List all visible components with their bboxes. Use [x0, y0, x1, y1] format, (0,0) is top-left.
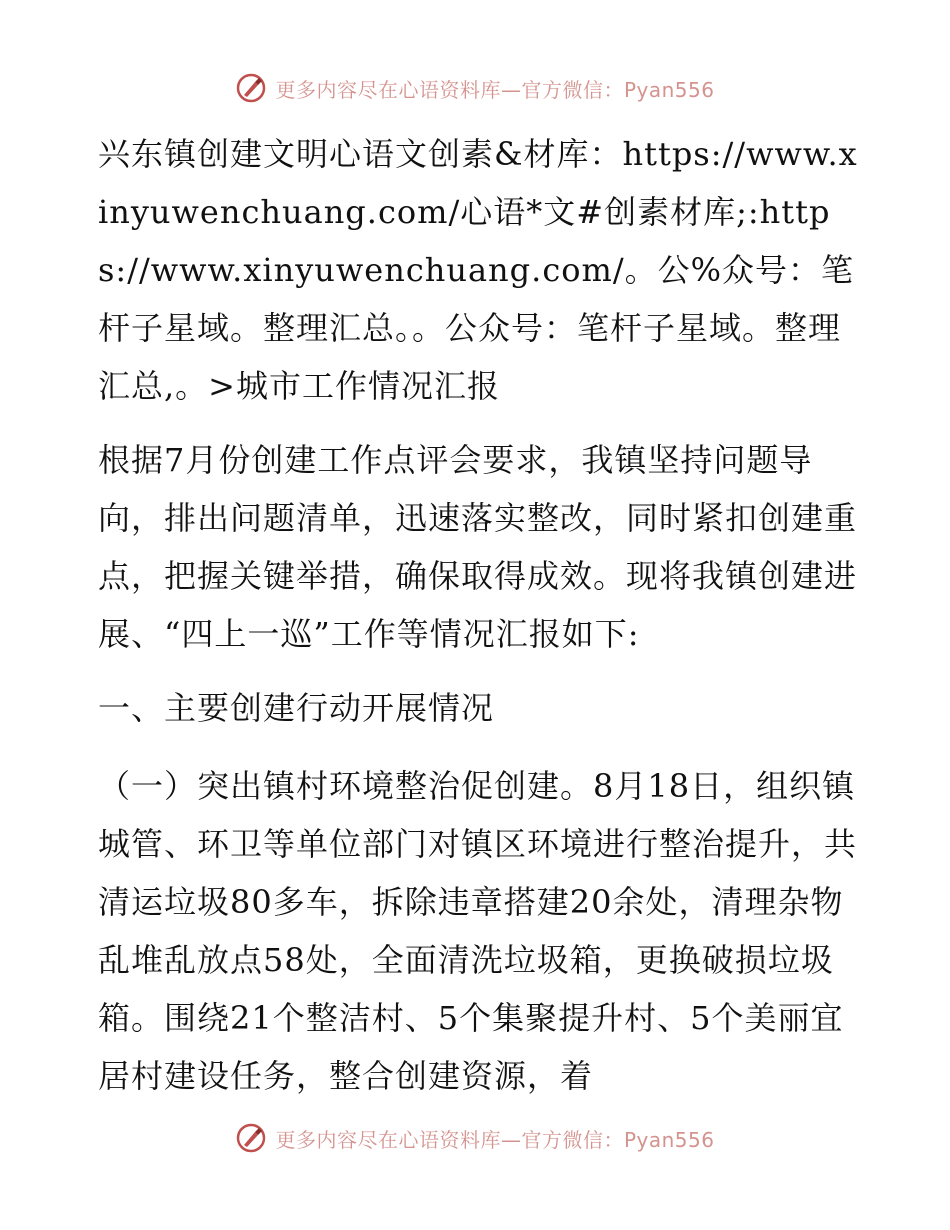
- watermark-text: 更多内容尽在心语资料库—官方微信：Pyan556: [275, 1127, 715, 1152]
- pen-logo-icon: [235, 72, 267, 104]
- section-heading: 一、主要创建行动开展情况: [98, 689, 495, 727]
- paragraph-title: 兴东镇创建文明心语文创素&材库：https://www.xinyuwenchuang.com/心语*文#创素材库;:https://www.xinyuwenchuang.com/。公%众号：笔杆子星域。整理汇总。。公众号：笔杆子星域。整理汇总,。>城市工作情况汇报: [98, 135, 858, 405]
- footer-watermark-banner: [0, 1122, 950, 1154]
- watermark-text: 更多内容尽在心语资料库—官方微信：Pyan556: [275, 77, 715, 102]
- paragraph-intro: 根据7月份创建工作点评会要求，我镇坚持问题导向，排出问题清单，迅速落实整改，同时紧扣创建重点，把握关键举措，确保取得成效。现将我镇创建进展、“四上一巡”工作等情况汇报如下:: [98, 441, 858, 653]
- pen-logo-icon: [235, 1122, 267, 1154]
- header-watermark-banner: [0, 72, 950, 104]
- document-body: [98, 125, 858, 1121]
- paragraph-section-1: （一）突出镇村环境整治促创建。8月18日，组织镇城管、环卫等单位部门对镇区环境进行整治提升，共清运垃圾80多车，拆除违章搭建20余处，清理杂物乱堆乱放点58处，全面清洗垃圾箱，更换破损垃圾箱。围绕21个整洁村、5个集聚提升村、5个美丽宜居村建设任务，整合创建资源，着: [98, 767, 858, 1095]
